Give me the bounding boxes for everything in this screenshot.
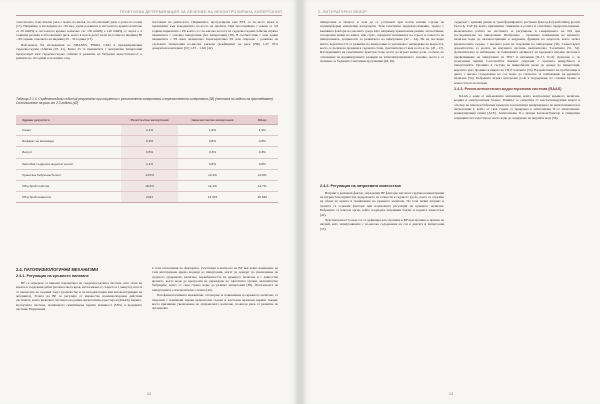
- paragraph: Най-новите PA изследвания на NHANES, FHOD, CKD и преждевременни сърдечносъдови събития (18, 41). Близо 25 % пациентите с артериална хипертония прогресират към сърдечносъдово събитие и развитие на бъбречна недостатъчност в рамките на 10 години и половина след: [16, 42, 142, 60]
- paragraph: Натрият е решаващ фактор, определящ ВР фактори, високата серумна концентрация на натрия благоприятства задържането на течности в съдовото русло, което се отразява на обема на кръвта и повишаване на кръвното налягане. По този начин натрият и храната са основни фактори при нормалната регулация на кръвното налягане. Бъбреците са ключов орган, който поддържа натриевия баланс и водната хомеостаза (42).: [320, 190, 444, 217]
- table-cell: 13 315: [178, 192, 246, 203]
- table-cell: 0,8%: [178, 136, 246, 147]
- table-row: [16, 147, 278, 158]
- table-cell: 10,4%: [178, 169, 246, 180]
- paragraph: поставяне на диагнозата. Пациентите, прогресирали към ЕРЗ, са по-често мъже и преминават към хемодиализа по-често на диализа. При проследяване с данни от 3,8 години пациентите с РХ които са с по-висока честота на сърдечносъдови събития спрямо пациентите с основна хипертония (без хипертония) (38). В съответствие с тези данни пациентите с РХ имат значително характеристика РХ или свързана с развитие на слуховата хипертония по-висока рискова (коефициент на риск [НR] 1,47; 95% доверителен интервал [CI] 1,33 – 1,62) (42).: [152, 20, 278, 51]
- table-cell: Смърт: [16, 125, 121, 136]
- table-cell: Общ брой събития: [16, 180, 121, 191]
- running-head: 2. ЛИТЕРАТУРЕН ОБЗОР: [318, 10, 368, 14]
- table-row: [16, 180, 278, 191]
- table-cell: 14,7%: [247, 180, 278, 191]
- table-cell: Хронична бъбречна болест: [16, 169, 121, 180]
- table-header-cell: Здрави резултати: [16, 115, 121, 125]
- text-column-3: [16, 266, 142, 313]
- table-cell: 0,8%: [178, 158, 246, 169]
- table-row: [16, 136, 278, 147]
- section-heading: 2.4. ПАТОФИЗИОЛОГИЧНИ МЕХАНИЗМИ: [16, 267, 99, 272]
- text-column-2: [454, 20, 580, 121]
- table-cell: 1,1%: [121, 158, 179, 169]
- table-cell: 16 636: [247, 192, 278, 203]
- table-header-cell: Резистентна хипертония: [121, 115, 179, 125]
- table-row: [16, 192, 278, 203]
- table-cell: 1,9%: [247, 125, 278, 136]
- table-header-row: [16, 115, 278, 125]
- header-rule: [16, 15, 282, 16]
- paragraph: RAAS е един от най-важните механизми, които контролират кръвното налягане, водния и електролитния баланс. Ренинът се секретира от юкстагломерулния апарат в отговор на намален бъбречен кръвоток и катализира превръщането на ангиотензиноген в ангиотензин I, който от своя страна се превръща в ангиотензин II от ангиотензин-конвертиращия ензим (ACE). Ангиотензин II е мощен вазоконстриктор и стимулира секрецията на алдостерон, което води до задържане на натрий и вода (56).: [454, 93, 580, 120]
- table-cell: 2,1%: [121, 125, 179, 136]
- table-cell: 0,8%: [247, 136, 278, 147]
- table-cell: 0,5%: [121, 147, 179, 158]
- table-row: [16, 125, 278, 136]
- table-cell: 18,2%: [121, 180, 179, 191]
- paragraph: съдържат с еднакви данни за трансформирането растежен фактор-β (transforming growth factor-β, TGF-β), които причиняват снижение в ролята и генетично предразположение, включително ролята на системата за регулиране и генерирането на NO при последователно на хипертония. Изобразено – хронично повишаване на кръвното налягане води до вазоконстрикция и нарушена функция на ендотела, която засяга кръвоносните съдове, с неговата роля на отделение на хипертония (50). Съществуват доказателства за ролята на имунната система, включително Т-клетките (51, 52). Допълнително се наблюдава, че повишената активност на вродената имунна система в предизвикване на хипертония по TH17 и цитокини (IL-17, IL-6). Доказано е, че трансгенни мишки Lactobacillus murinus свързани с чревната микробиота и хипертонията. Промяна в състава на микробиома може да доведе до хипертония, вероятно чрез промяна в нивата на ТН17 клетките (53). Въздействието на пробиотици и диета с високо съдържание на сол може да спомогне за понижаване на кръвното налягане (54). Бъбреците играят централна роля в поддържане на солевия баланс и хомеостазата на натрия.: [454, 20, 580, 85]
- table-cell: Общ брой пациенти: [16, 192, 121, 203]
- text-column-2: [152, 20, 278, 52]
- events-table: [16, 115, 278, 203]
- page-number: 13: [449, 392, 453, 396]
- table-cell: 0,9%: [121, 136, 179, 147]
- table-cell: 0,3%: [247, 147, 278, 158]
- paragraph: в тези отклонения на факторите, участващи в контрола на ВР във всяко изменение на тази интегрирана мрежа водещи до хипертония, могат да доведат до увеличаване на средното артериално налягане, вариабилността на кръвното налягане и с давностна времето, което води до прогресия на увреждане на таргетните органи, включително бъбреците, които от своя страна може да развият хипертония (38). Патогенезата на хипертонията е изключително сложна (42).: [152, 266, 278, 292]
- subsection-heading: 2.4.2. Регулация на натриевата хомеостаза: [320, 184, 401, 188]
- table-cell: 0,3%: [178, 147, 246, 158]
- paragraph: Патофизиологичните механизми, отговорни за повишаване на кръвното налягане, са свързани с повишени мрежи кръвоносни съдове и клетъчни мрежови нервни тъкани, което причинява увеличаване на артериалното налягане, по-висок риск от развитие на артериална: [152, 293, 278, 311]
- text-column-4: [152, 266, 278, 312]
- header-rule: [318, 15, 584, 16]
- table-cell: Инсулт: [16, 147, 121, 158]
- paragraph: Чувствителността към сол се дефинира като промяна в ВР при промяна в приема на натрий, като хипертониците с по-високо съдържание на сол в диетата и хипертония (55).: [320, 218, 444, 231]
- left-page: [0, 0, 298, 404]
- text-column-3: [320, 182, 444, 232]
- paragraph: относително относителен риск с малко по-малък, но абсолютният риск е далеч по-голям (17). Например, в изследване на ~29 хил. души разликата в систолното кръвно налягане от 20 mmHg и систолното кръвно налягане със 130 mmHg е 140 mmHg от свръх е 2 годишна разлика и абсолютният риск, която в почти десет пъти по-голям на индивид 80 – 89 години, отколкото на индивид 50 – 59 години (17).: [16, 20, 142, 42]
- table-cell: 1,9%: [178, 125, 246, 136]
- table-row: [16, 169, 278, 180]
- table-caption: Таблица 2.1.3. Сърдечносъдови събития резултати при пациенти с резистентна хипертония и нерезистентна хипертония (38) (честота по години на проследяване). Съотношение на риск от 2,3 години (42): [16, 97, 274, 106]
- subsection-heading: 2.4.1. Регулация на кръвното налягане: [16, 274, 89, 279]
- right-page: [302, 0, 600, 404]
- table-cell: 10,8%: [247, 169, 278, 180]
- subsection-heading: 2.4.3. Ренин-ангиотензин-алдостеронова система (RAAS): [454, 87, 562, 92]
- table-header-cell: Общо: [247, 115, 278, 125]
- paragraph: хипертония и тяхното и тези да се установят при почти всички случаи на полимерформи изменения васкуларни. Тези генетични предразположения, заедно с външните фактори на околната среда, като например хранителния режим, затлъстяване, заседналия начин на живот, или стрес, определят величината на стреса и тежестта на хипертонията, доприносят за развитието на хипертония (42 – 44). Не на последно място, вероятността от развитие на хипертония се увеличава с напредване на възрастта, което се дължи на промени в съдовата стена, чувствителност към солта и т.н. (45 – 47). Изследванията на генетичните фактори също могат да играят важна роля, особено по отношение на индивидуалните реакции на антихипертензивното лечение, което е от значение за бъдещите генетични проучвания (48, 49).: [320, 20, 444, 64]
- table-cell: 14,5%: [121, 169, 179, 180]
- table-cell: 14,1%: [178, 180, 246, 191]
- table-cell: Застойна сърдечна недостатъчност: [16, 158, 121, 169]
- table-cell: 0,8%: [247, 158, 278, 169]
- table-cell: 2321: [121, 192, 179, 203]
- text-column-1: [16, 20, 142, 61]
- table-header-cell: Нерезистентна хипертония: [178, 115, 246, 125]
- text-column-1: [320, 20, 444, 65]
- paragraph: ВР се определя от няколко параметъра на сърдечносъдовата система, като обем на кръвта и сърдечния дебит (количеството кръв, изтласквана от сърцето в 1 минута), като и от процесите на съдовия тонус (количество и на вазодилатация или вазоконстрикция на артериите). Ролята на ВР се регулира от множество взаимносвързани действия системите, които включват системата на ренин-ангиотензин-алдостерон (RAAS), нервно-мускулната система, повишената симпатикова нервна активност (SNS) и вродените системи. Нарушения: [16, 281, 142, 312]
- table-row: [16, 158, 278, 169]
- table-cell: Инфаркт на миокарда: [16, 136, 121, 147]
- running-head: ГЕНЕТИЧНА ДЕТЕРМИНАЦИЯ ЗА ЛЕЧЕНИЕ НА НЕКОНТРОЛИРАНА ХИПЕРТОНИЯ: [120, 10, 282, 14]
- page-number: 12: [147, 392, 151, 396]
